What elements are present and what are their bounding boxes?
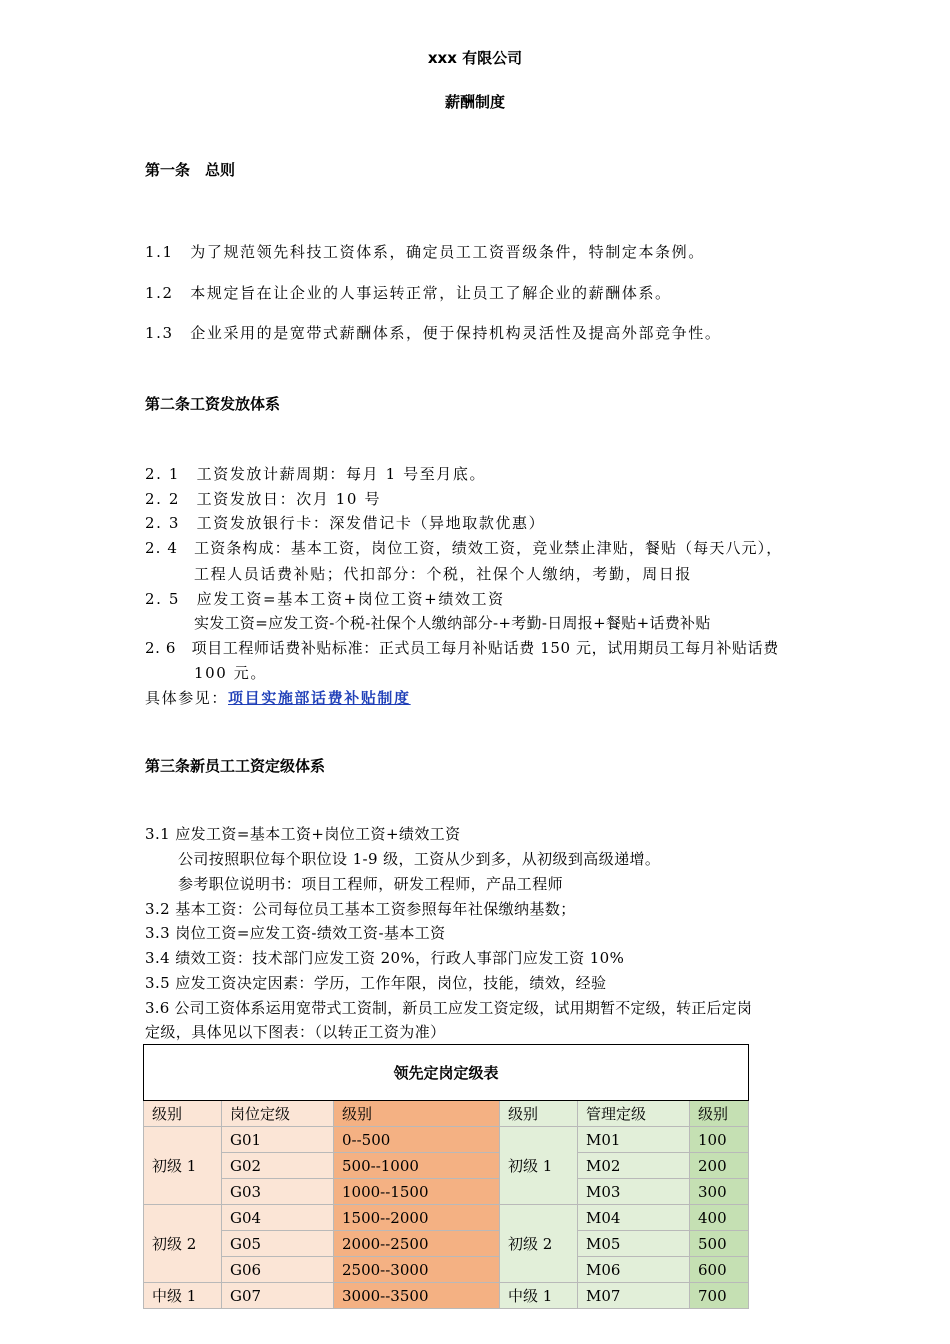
table-cell-range: 2500--3000 — [334, 1257, 500, 1283]
table-cell-value: 200 — [690, 1153, 749, 1179]
article1-item: 1.1 为了规范领先科技工资体系，确定员工工资晋级条件，特制定本条例。 — [145, 243, 705, 261]
table-cell-position: G07 — [222, 1283, 334, 1309]
article3-line: 3.6 公司工资体系运用宽带式工资制，新员工应发工资定级，试用期暂不定级，转正后定岗 — [145, 999, 753, 1017]
article3-heading: 第三条新员工工资定级体系 — [145, 757, 326, 775]
article2-line: 2. 5 应发工资=基本工资+岗位工资+绩效工资 — [145, 590, 505, 608]
table-cell-mgmt: M07 — [578, 1283, 690, 1309]
article2-heading: 第二条工资发放体系 — [145, 395, 281, 413]
table-cell-level: 初级 2 — [144, 1205, 222, 1283]
table-row — [144, 1283, 749, 1309]
table-cell-value: 500 — [690, 1231, 749, 1257]
table-row — [144, 1179, 749, 1205]
table-row — [144, 1153, 749, 1179]
article2-line: 2. 1 工资发放计薪周期：每月 1 号至月底。 — [145, 465, 487, 483]
article2-line: 100 元。 — [194, 664, 267, 682]
table-cell-mgmt: M05 — [578, 1231, 690, 1257]
grade-table — [143, 1044, 749, 1309]
reference-line — [145, 687, 411, 708]
table-header-cell: 岗位定级 — [222, 1101, 334, 1127]
document-title: 薪酬制度 — [444, 93, 505, 111]
table-cell-value: 700 — [690, 1283, 749, 1309]
table-cell-position: G02 — [222, 1153, 334, 1179]
table-caption-row — [144, 1045, 749, 1101]
table-cell-range: 1000--1500 — [334, 1179, 500, 1205]
table-cell-position: G05 — [222, 1231, 334, 1257]
table-header-row — [144, 1101, 749, 1127]
table-cell-mgmt-level: 初级 2 — [500, 1205, 578, 1283]
reference-link[interactable]: 项目实施部话费补贴制度 — [228, 689, 411, 707]
table-cell-mgmt: M02 — [578, 1153, 690, 1179]
article1-item: 1.2 本规定旨在让企业的人事运转正常，让员工了解企业的薪酬体系。 — [145, 284, 672, 302]
article3-line: 3.2 基本工资：公司每位员工基本工资参照每年社保缴纳基数； — [145, 900, 576, 918]
table-cell-range: 1500--2000 — [334, 1205, 500, 1231]
article2-line: 工程人员话费补贴；代扣部分：个税，社保个人缴纳，考勤，周日报 — [194, 565, 693, 583]
table-cell-value: 300 — [690, 1179, 749, 1205]
table-cell-mgmt-level: 中级 1 — [500, 1283, 578, 1309]
table-header-cell: 级别 — [690, 1101, 749, 1127]
table-cell-level: 初级 1 — [144, 1127, 222, 1205]
table-row — [144, 1127, 749, 1153]
reference-label: 具体参见： — [145, 689, 229, 707]
article2-line: 2. 3 工资发放银行卡：深发借记卡（异地取款优惠） — [145, 514, 546, 532]
table-cell-value: 400 — [690, 1205, 749, 1231]
article2-line: 2. 2 工资发放日：次月 10 号 — [145, 490, 382, 508]
table-cell-position: G06 — [222, 1257, 334, 1283]
article1-item: 1.3 企业采用的是宽带式薪酬体系，便于保持机构灵活性及提高外部竞争性。 — [145, 324, 722, 342]
table-cell-mgmt-level: 初级 1 — [500, 1127, 578, 1205]
table-row — [144, 1205, 749, 1231]
table-header-cell: 级别 — [144, 1101, 222, 1127]
table-cell-mgmt: M06 — [578, 1257, 690, 1283]
table-cell-position: G03 — [222, 1179, 334, 1205]
article3-line: 3.3 岗位工资=应发工资-绩效工资-基本工资 — [145, 924, 446, 942]
article3-line: 公司按照职位每个职位设 1-9 级，工资从少到多，从初级到高级递增。 — [178, 850, 661, 868]
table-caption: 领先定岗定级表 — [144, 1045, 749, 1101]
article3-line: 参考职位说明书：项目工程师，研发工程师，产品工程师 — [178, 875, 564, 893]
article3-line: 3.1 应发工资=基本工资+岗位工资+绩效工资 — [145, 825, 461, 843]
article3-line: 3.4 绩效工资：技术部门应发工资 20%，行政人事部门应发工资 10% — [145, 949, 625, 967]
table-cell-position: G01 — [222, 1127, 334, 1153]
table-cell-value: 600 — [690, 1257, 749, 1283]
table-cell-value: 100 — [690, 1127, 749, 1153]
table-row — [144, 1231, 749, 1257]
table-cell-mgmt: M04 — [578, 1205, 690, 1231]
table-cell-mgmt: M01 — [578, 1127, 690, 1153]
table-header-cell: 级别 — [334, 1101, 500, 1127]
table-cell-range: 0--500 — [334, 1127, 500, 1153]
table-header-cell: 管理定级 — [578, 1101, 690, 1127]
article2-line: 2. 4 工资条构成：基本工资，岗位工资，绩效工资，竞业禁止津贴，餐贴（每天八元）， — [145, 539, 783, 557]
article2-line: 2. 6 项目工程师话费补贴标准：正式员工每月补贴话费 150 元，试用期员工每月补贴话费 — [145, 639, 779, 657]
article3-line: 3.5 应发工资决定因素：学历，工作年限，岗位，技能，绩效，经验 — [145, 974, 607, 992]
table-cell-mgmt: M03 — [578, 1179, 690, 1205]
table-cell-range: 2000--2500 — [334, 1231, 500, 1257]
table-cell-position: G04 — [222, 1205, 334, 1231]
article3-line: 定级，具体见以下图表：（以转正工资为准） — [145, 1023, 446, 1041]
table-cell-level: 中级 1 — [144, 1283, 222, 1309]
company-name: xxx 有限公司 — [427, 49, 523, 67]
article2-line: 实发工资=应发工资-个税-社保个人缴纳部分-+考勤-日周报+餐贴+话费补贴 — [194, 614, 711, 632]
table-cell-range: 500--1000 — [334, 1153, 500, 1179]
table-row — [144, 1257, 749, 1283]
article1-heading: 第一条 总则 — [145, 161, 236, 179]
table-header-cell: 级别 — [500, 1101, 578, 1127]
table-cell-range: 3000--3500 — [334, 1283, 500, 1309]
